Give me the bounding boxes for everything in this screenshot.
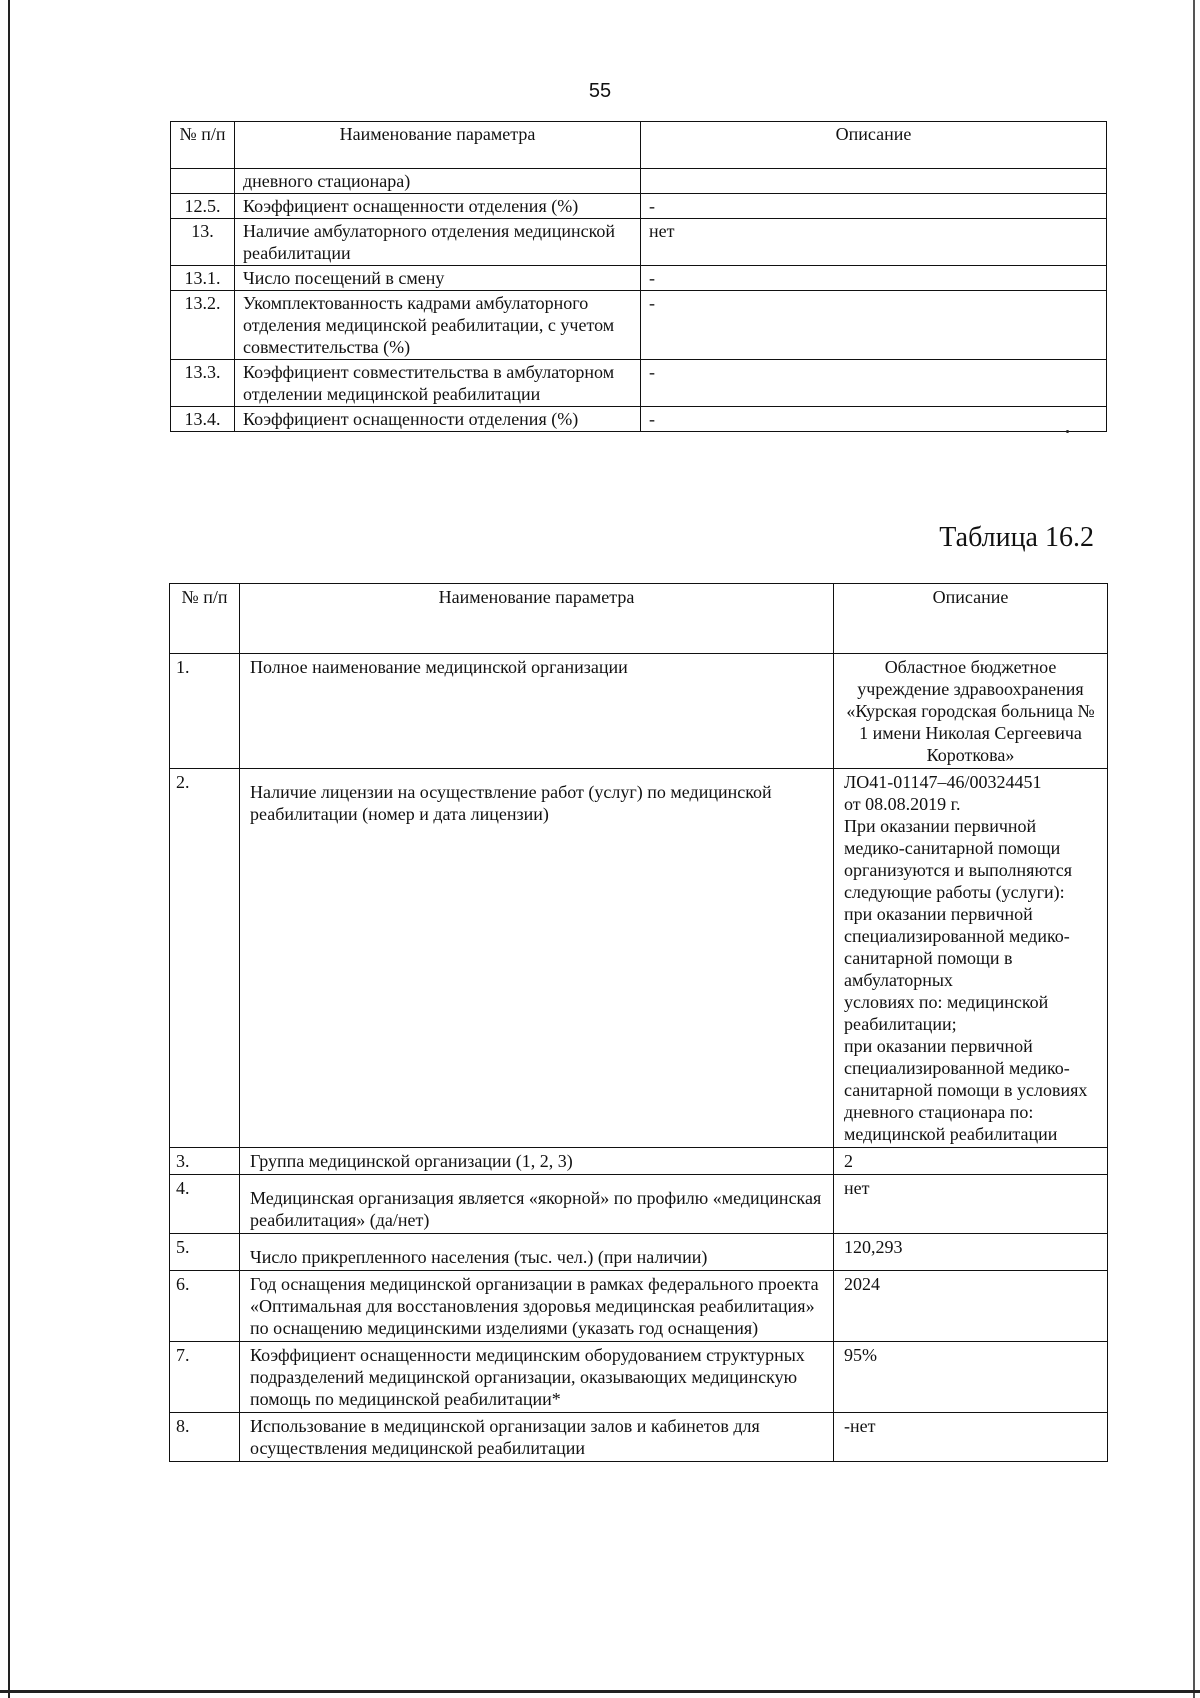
table-header-row <box>171 122 1107 169</box>
row-description: 2 <box>834 1148 1108 1175</box>
row-description: Областное бюджетное учреждение здравоохранения «Курская городская больница № 1 имени Николая Сергеевича Короткова» <box>834 654 1108 769</box>
table-row <box>170 1234 1108 1271</box>
table-row <box>170 654 1108 769</box>
table-row <box>171 266 1107 291</box>
scan-right-edge <box>1193 0 1195 1698</box>
row-description: 2024 <box>834 1271 1108 1342</box>
row-number: 4. <box>170 1175 240 1234</box>
row-parameter: Коэффициент совместительства в амбулаторном отделении медицинской реабилитации <box>235 360 641 407</box>
row-parameter: Год оснащения медицинской организации в рамках федерального проекта «Оптимальная для восстановления здоровья медицинская реабилитация» по оснащению медицинскими изделиями (указать год оснащения) <box>240 1271 834 1342</box>
row-parameter: Наличие лицензии на осуществление работ (услуг) по медицинской реабилитации (номер и дата лицензии) <box>240 769 834 1148</box>
row-description: - <box>641 291 1107 360</box>
row-description: нет <box>641 219 1107 266</box>
row-number: 5. <box>170 1234 240 1271</box>
table-row <box>170 1342 1108 1413</box>
row-parameter: Медицинская организация является «якорной» по профилю «медицинская реабилитация» (да/нет) <box>240 1175 834 1234</box>
table-row <box>170 769 1108 1148</box>
row-number: 3. <box>170 1148 240 1175</box>
row-number: 13.2. <box>171 291 235 360</box>
table-row <box>171 219 1107 266</box>
row-description: ЛО41-01147–46/00324451 от 08.08.2019 г. При оказании первичной медико-санитарной помощи организуются и выполняются следующие работы (услуги): при оказании первичной специализированной медико-санитарной помощи в амбулаторных условиях по: медицинской реабилитации; при оказании первичной специализированной медико-санитарной помощи в условиях дневного стационара по: медицинской реабилитации <box>834 769 1108 1148</box>
scan-left-edge <box>8 0 10 1698</box>
table-row <box>170 1175 1108 1234</box>
row-parameter: дневного стационара) <box>235 169 641 194</box>
row-number: 13. <box>171 219 235 266</box>
row-parameter: Укомплектованность кадрами амбулаторного отделения медицинской реабилитации, с учетом совместительства (%) <box>235 291 641 360</box>
table-row <box>170 1271 1108 1342</box>
row-number: 2. <box>170 769 240 1148</box>
table-title: Таблица 16.2 <box>939 522 1094 553</box>
scan-bottom-edge <box>0 1690 1200 1693</box>
row-number: 12.5. <box>171 194 235 219</box>
row-description: - <box>641 360 1107 407</box>
table-row <box>171 194 1107 219</box>
row-description: - <box>641 407 1107 432</box>
table-row <box>171 360 1107 407</box>
row-parameter: Коэффициент оснащенности отделения (%) <box>235 407 641 432</box>
row-description: - <box>641 266 1107 291</box>
table-row <box>170 1413 1108 1462</box>
row-number: 6. <box>170 1271 240 1342</box>
table-header-row <box>170 584 1108 654</box>
scan-speck <box>1066 430 1069 433</box>
row-number <box>171 169 235 194</box>
row-description: -нет <box>834 1413 1108 1462</box>
row-parameter: Число посещений в смену <box>235 266 641 291</box>
header-description: Описание <box>834 584 1108 654</box>
page-number: 55 <box>588 80 612 102</box>
row-parameter: Наличие амбулаторного отделения медицинской реабилитации <box>235 219 641 266</box>
row-number: 1. <box>170 654 240 769</box>
row-description: нет <box>834 1175 1108 1234</box>
header-parameter: Наименование параметра <box>235 122 641 169</box>
row-number: 13.4. <box>171 407 235 432</box>
row-parameter: Число прикрепленного населения (тыс. чел.) (при наличии) <box>240 1234 834 1271</box>
table-row <box>171 291 1107 360</box>
table-row <box>171 407 1107 432</box>
row-number: 8. <box>170 1413 240 1462</box>
table-row <box>170 1148 1108 1175</box>
row-description: - <box>641 194 1107 219</box>
row-number: 13.3. <box>171 360 235 407</box>
parameters-table-continued <box>170 121 1107 432</box>
medical-organization-table <box>169 583 1108 1462</box>
row-parameter: Коэффициент оснащенности медицинским оборудованием структурных подразделений медицинской организации, оказывающих медицинскую помощь по медицинской реабилитации* <box>240 1342 834 1413</box>
row-number: 13.1. <box>171 266 235 291</box>
row-number: 7. <box>170 1342 240 1413</box>
header-description: Описание <box>641 122 1107 169</box>
row-description: 95% <box>834 1342 1108 1413</box>
header-number: № п/п <box>170 584 240 654</box>
row-parameter: Коэффициент оснащенности отделения (%) <box>235 194 641 219</box>
row-parameter: Полное наименование медицинской организации <box>240 654 834 769</box>
row-description <box>641 169 1107 194</box>
header-number: № п/п <box>171 122 235 169</box>
row-parameter: Группа медицинской организации (1, 2, 3) <box>240 1148 834 1175</box>
header-parameter: Наименование параметра <box>240 584 834 654</box>
row-parameter: Использование в медицинской организации залов и кабинетов для осуществления медицинской реабилитации <box>240 1413 834 1462</box>
row-description: 120,293 <box>834 1234 1108 1271</box>
table-row <box>171 169 1107 194</box>
